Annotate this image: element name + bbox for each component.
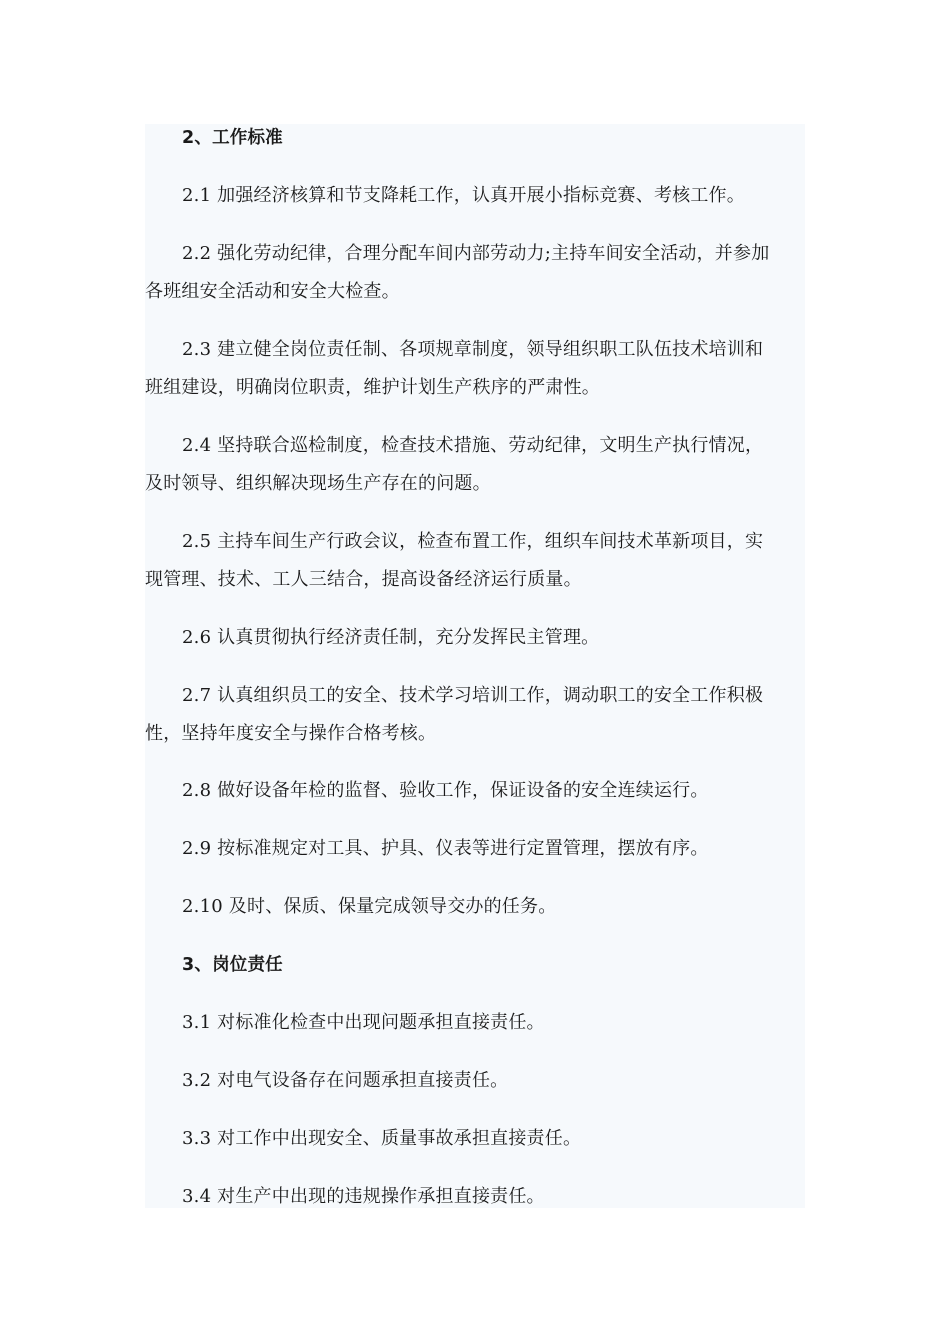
paragraph-3-1: 3.1 对标准化检查中出现问题承担直接责任。 xyxy=(182,1012,545,1033)
section-heading-job-responsibility: 3、岗位责任 xyxy=(182,955,283,975)
paragraph-2-4: 2.4 坚持联合巡检制度，检查技术措施、劳动纪律，文明生产执行情况， 及时领导、组织解决现场生产存在的问题。 xyxy=(145,435,764,494)
paragraph-2-10: 2.10 及时、保质、保量完成领导交办的任务。 xyxy=(182,896,557,917)
paragraph-2-9: 2.9 按标准规定对工具、护具、仪表等进行定置管理，摆放有序。 xyxy=(182,838,709,859)
paragraph-3-4: 3.4 对生产中出现的违规操作承担直接责任。 xyxy=(182,1186,545,1207)
paragraph-3-3: 3.3 对工作中出现安全、质量事故承担直接责任。 xyxy=(182,1128,582,1149)
paragraph-2-3: 2.3 建立健全岗位责任制、各项规章制度，领导组织职工队伍技术培训和 班组建设，明确岗位职责，维护计划生产秩序的严肃性。 xyxy=(145,339,764,398)
paragraph-3-2: 3.2 对电气设备存在问题承担直接责任。 xyxy=(182,1070,509,1091)
paragraph-2-6: 2.6 认真贯彻执行经济责任制，充分发挥民主管理。 xyxy=(182,627,600,648)
section-heading-work-standards: 2、工作标准 xyxy=(182,128,283,148)
paragraph-2-7: 2.7 认真组织员工的安全、技术学习培训工作，调动职工的安全工作积极 性，坚持年度安全与操作合格考核。 xyxy=(145,685,764,744)
document-content xyxy=(145,124,805,1208)
paragraph-2-8: 2.8 做好设备年检的监督、验收工作，保证设备的安全连续运行。 xyxy=(182,780,709,801)
paragraph-2-1: 2.1 加强经济核算和节支降耗工作，认真开展小指标竞赛、考核工作。 xyxy=(182,185,745,206)
paragraph-2-5: 2.5 主持车间生产行政会议，检查布置工作，组织车间技术革新项目，实 现管理、技术、工人三结合，提高设备经济运行质量。 xyxy=(145,531,764,590)
paragraph-2-2: 2.2 强化劳动纪律，合理分配车间内部劳动力;主持车间安全活动，并参加 各班组安全活动和安全大检查。 xyxy=(145,243,770,302)
